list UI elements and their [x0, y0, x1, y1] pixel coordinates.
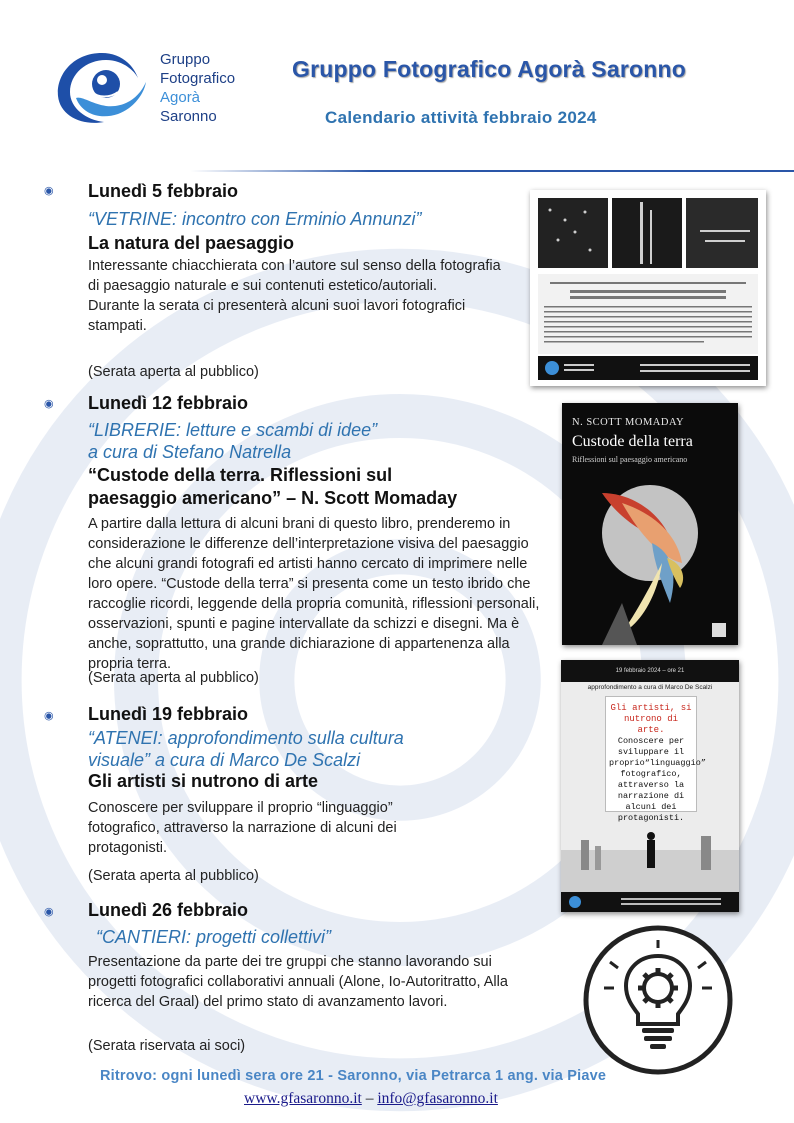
poster-caption: approfondimento a cura di Marco De Scalzi — [587, 684, 713, 691]
logo-line: Gruppo — [160, 51, 211, 68]
poster-date: 19 febbraio 2024 – ore 21 — [561, 660, 739, 682]
footer-meeting-info: Ritrovo: ogni lunedì sera ore 21 - Saronno, via Petrarca 1 ang. via Piave — [100, 1068, 607, 1084]
event-day: Lunedì 12 febbraio — [88, 393, 249, 413]
event-series-line: visuale” a cura di Marco De Scalzi — [88, 750, 361, 770]
bullet-icon: ◉ — [44, 906, 54, 918]
event-series-line: a cura di Stefano Natrella — [88, 442, 292, 462]
header-divider — [190, 170, 794, 172]
event-series: “CANTIERI: progetti collettivi” — [96, 927, 332, 947]
event-body-paragraph: Interessante chiacchierata con l’autore sul senso della fotografia di paesaggio naturale e sui contenuti estetico/autoriali. — [88, 258, 501, 294]
event-series — [88, 419, 377, 463]
logo-icon — [52, 48, 152, 128]
lightbulb-gear-icon — [580, 922, 736, 1078]
poster-artisti — [561, 660, 739, 912]
logo-line: Agorà — [160, 89, 201, 106]
event-note: (Serata aperta al pubblico) — [88, 364, 259, 380]
event-series-line: “ATENEI: approfondimento sulla cultura — [88, 728, 404, 748]
event-day: Lunedì 26 febbraio — [88, 900, 249, 920]
event-day: Lunedì 19 febbraio — [88, 704, 249, 724]
poster-natura-paesaggio-icon — [530, 190, 766, 386]
book-cover — [562, 403, 738, 645]
event-headline: Gli artisti si nutrono di arte — [88, 771, 319, 791]
event-body-paragraph: Presentazione da parte dei tre gruppi che stanno lavorando sui progetti fotografici collaborativi annuali (Alone, Io-Autoritratto, Alla ricerca del Graal) del primo stato di avanzamento lavori. — [88, 954, 508, 1010]
poster-landscape-icon — [561, 810, 739, 912]
logo-line: Saronno — [160, 108, 217, 125]
event-body — [88, 952, 540, 1012]
footer-separator: – — [361, 1090, 378, 1107]
bullet-icon: ◉ — [44, 710, 54, 722]
poster-card — [605, 696, 706, 823]
event-body-paragraph: A partire dalla lettura di alcuni brani di questo libro, prenderemo in considerazione le differenze dell’interpretazione visiva del paesaggio che alcuni grandi fotografi ed artisti hanno cercato di imprimere nelle loro opere. “Custode della terra” si presenta come un testo ibrido che raccoglie ricordi, leggende della propria comunità, riflessioni personali, osservazioni, spunti e pagine intervallate da schizzi e disegni. Ma è anche, soprattutto, una grande dichiarazione di appartenenza alla propria terra. — [88, 516, 540, 672]
bullet-icon: ◉ — [44, 185, 54, 197]
footer-contacts — [244, 1090, 498, 1108]
event-headline-line: “Custode della terra. Riflessioni sul — [88, 465, 393, 485]
email-link[interactable]: info@gfasaronno.it — [377, 1090, 498, 1107]
event-series — [88, 727, 404, 771]
book-title: Custode della terra — [572, 433, 693, 450]
logo-text — [160, 50, 235, 126]
page-title: Gruppo Fotografico Agorà Saronno — [292, 56, 686, 82]
event-headline: La natura del paesaggio — [88, 233, 295, 253]
event-body — [88, 256, 508, 336]
event-body-paragraph: Durante la serata ci presenterà alcuni suoi lavori fotografici stampati. — [88, 298, 466, 334]
logo-line: Fotografico — [160, 70, 236, 87]
website-link[interactable]: www.gfasaronno.it — [244, 1090, 362, 1107]
event-body — [88, 798, 468, 858]
poster-black-text: Conoscere per sviluppare il proprio“linguaggio” fotografico, attraverso la narrazione di alcuni dei protagonisti. — [609, 736, 706, 823]
poster-red-text: Gli artisti, si nutrono di arte. — [610, 703, 692, 735]
page-subtitle: Calendario attività febbraio 2024 — [325, 108, 597, 127]
event-headline — [88, 464, 457, 510]
event-series: “VETRINE: incontro con Erminio Annunzi” — [88, 209, 422, 229]
event-day: Lunedì 5 febbraio — [88, 181, 239, 201]
event-note: (Serata aperta al pubblico) — [88, 868, 259, 884]
event-body — [88, 514, 540, 674]
event-note: (Serata riservata ai soci) — [88, 1038, 246, 1054]
poster-image — [530, 190, 766, 386]
book-author: N. SCOTT MOMADAY — [572, 417, 685, 428]
event-note: (Serata aperta al pubblico) — [88, 670, 259, 686]
book-subtitle: Riflessioni sul paesaggio americano — [572, 455, 688, 464]
bullet-icon: ◉ — [44, 398, 54, 410]
event-body-paragraph: Conoscere per sviluppare il proprio “linguaggio” fotografico, attraverso la narrazione di alcuni dei protagonisti. — [88, 800, 397, 856]
event-headline-line: paesaggio americano” – N. Scott Momaday — [88, 488, 458, 508]
event-series-line: “LIBRERIE: letture e scambi di idee” — [88, 420, 378, 440]
bird-illustration-icon — [562, 463, 738, 645]
